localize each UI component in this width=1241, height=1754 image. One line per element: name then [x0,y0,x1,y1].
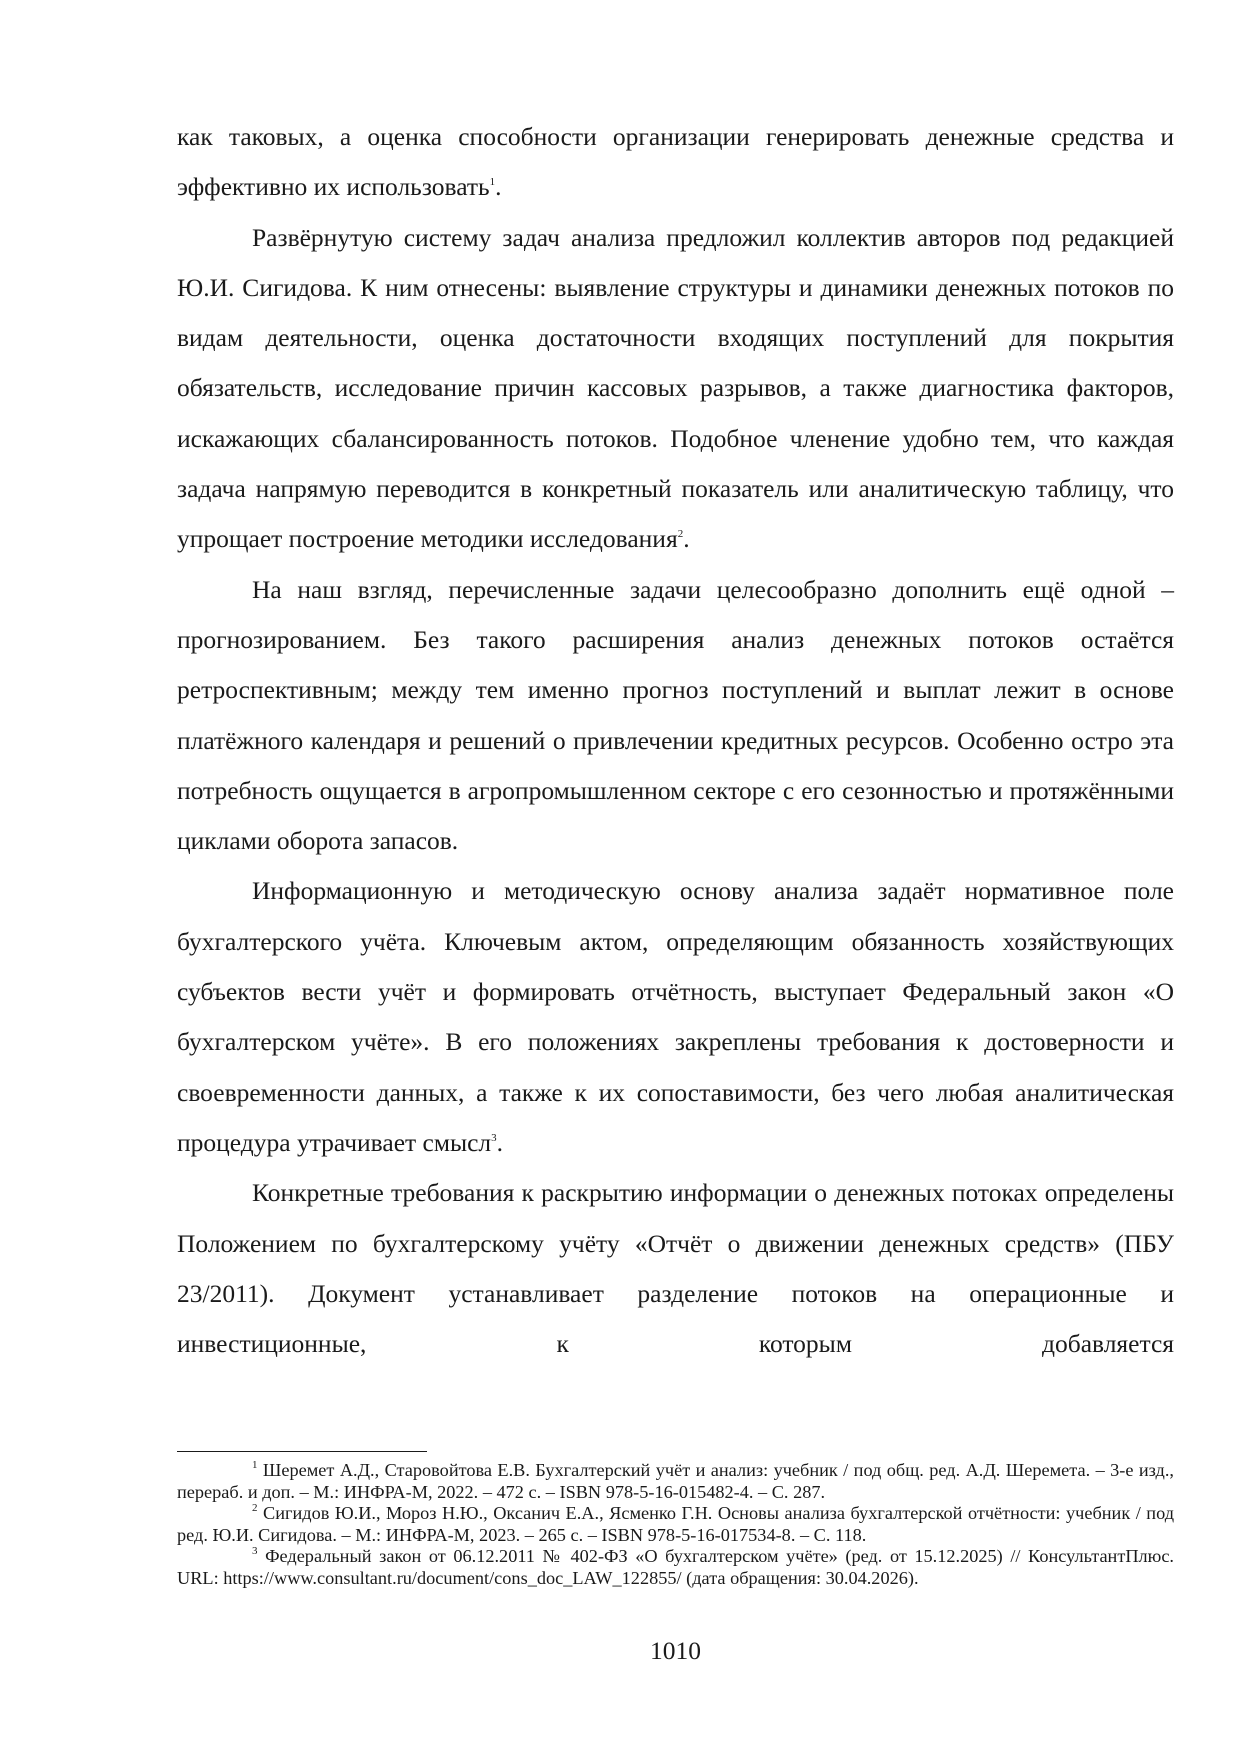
paragraph [177,1168,1174,1369]
footnote-separator [177,1451,427,1452]
paragraph-tail: . [496,1127,504,1157]
footnote-text: Сигидов Ю.И., Мороз Н.Ю., Оксанич Е.А., Ясменко Г.Н. Основы анализа бухгалтерской отчётности: учебник / под ред. Ю.И. Сигидова. – М.: ИНФРА-М, 2023. – 265 с. – ISBN 978-5-16-017534-8. – С. 118. [177,1503,1174,1545]
paragraph-text: как таковых, а оценка способности организации генерировать денежные средства и эффективно их использовать [177,122,1174,202]
paragraph-tail: . [495,172,502,202]
paragraph-text: На наш взгляд, перечисленные задачи целесообразно дополнить ещё одной – прогнозированием. Без такого расширения анализ денежных потоков остаётся ретроспективным; между тем именно прогноз поступлений и выплат лежит в основе платёжного календаря и решений о привлечении кредитных ресурсов. Особенно остро эта потребность ощущается в агропромышленном секторе с его сезонностью и протяжёнными циклами оборота запасов. [177,574,1174,856]
paragraph [177,866,1174,1168]
paragraph [177,112,1174,213]
footnote [177,1460,1174,1503]
footnote-ref[interactable]: 2 [677,528,684,541]
footnote-text: Федеральный закон от 06.12.2011 № 402-ФЗ «О бухгалтерском учёте» (ред. от 15.12.2025) // КонсультантПлюс. URL: https://www.consultant.ru/document/cons_doc_LAW_122855/ (дата обращения: 30.04.2026). [177,1546,1174,1588]
page-number: 1010 [650,1636,701,1665]
footnote-ref[interactable]: 3 [491,1131,497,1144]
footnote [177,1503,1174,1546]
paragraph [177,213,1174,565]
footnotes [177,1460,1174,1590]
paragraph-tail: . [683,524,690,554]
footnote-mark: 1 [252,1459,258,1471]
footnote-text: Шеремет А.Д., Старовойтова Е.В. Бухгалтерский учёт и анализ: учебник / под общ. ред. А.Д. Шеремета. – 3-е изд., перераб. и доп. – М.: ИНФРА-М, 2022. – 472 с. – ISBN 978-5-16-015482-4. – С. 287. [177,1460,1175,1502]
footnote-ref[interactable]: 1 [489,176,496,189]
footnote-mark: 3 [252,1545,258,1558]
body-text [177,112,1174,1369]
paragraph-text: Конкретные требования к раскрытию информации о денежных потоках определены Положением по бухгалтерскому учёту «Отчёт о движении денежных средств» (ПБУ 23/2011). Документ устанавливает разделение потоков на операционные и инвестиционные, к которым добавляется [177,1178,1174,1359]
footnote [177,1546,1174,1589]
paragraph-text: Развёрнутую систему задач анализа предложил коллектив авторов под редакцией Ю.И. Сигидова. К ним отнесены: выявление структуры и динамики денежных потоков по видам деятельности, оценка достаточности входящих поступлений для покрытия обязательств, исследование причин кассовых разрывов, а также диагностика факторов, искажающих сбалансированность потоков. Подобное членение удобно тем, что каждая задача напрямую переводится в конкретный показатель или аналитическую таблицу, что упрощает построение методики исследования [177,222,1174,554]
paragraph [177,565,1174,867]
footnote-mark: 2 [252,1502,258,1515]
paragraph-text: Информационную и методическую основу анализа задаёт нормативное поле бухгалтерского учёта. Ключевым актом, определяющим обязанность хозяйствующих субъектов вести учёт и формировать отчётность, выступает Федеральный закон «О бухгалтерском учёте». В его положениях закреплены требования к достоверности и своевременности данных, а также к их сопоставимости, без чего любая аналитическая процедура утрачивает смысл [177,876,1174,1157]
